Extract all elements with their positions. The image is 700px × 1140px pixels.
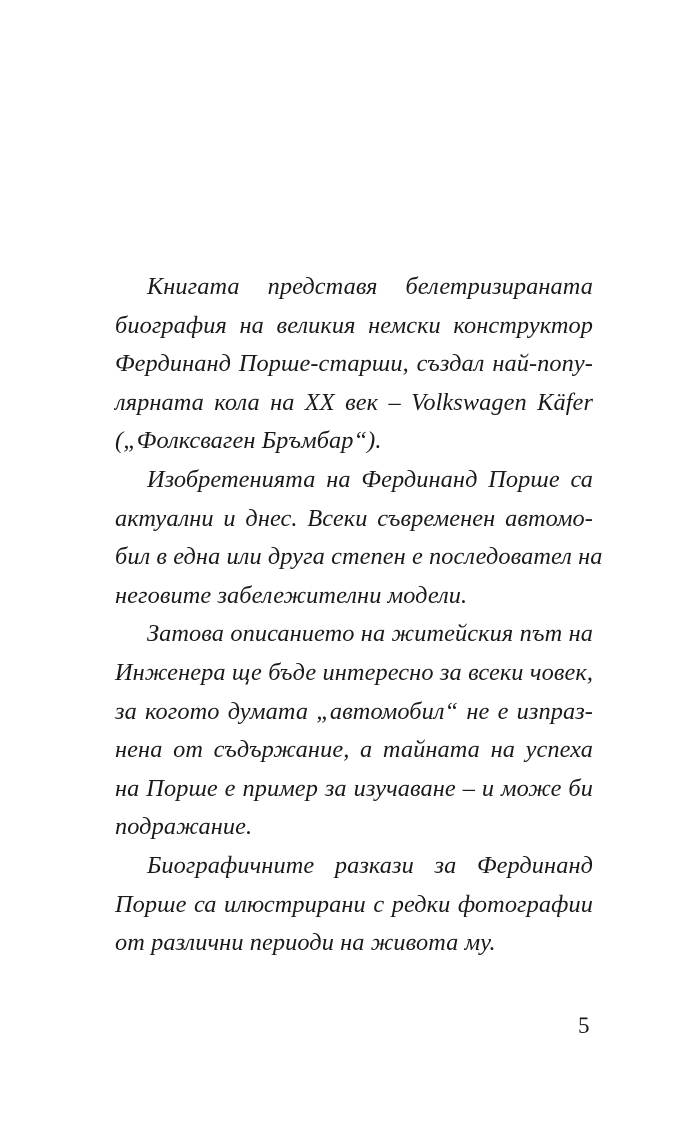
body-text xyxy=(115,268,603,963)
text-line: Инженера ще бъде интересно за всеки човек, xyxy=(115,658,593,686)
page-number: 5 xyxy=(578,1013,590,1038)
text-line: подражание. xyxy=(115,813,253,841)
text-line: нена от съдържание, а тайната на успеха xyxy=(115,736,593,764)
text-line: бил в една или друга степен е последовател на xyxy=(115,543,603,571)
text-line: Книгата представя белетризираната xyxy=(147,273,593,300)
text-line: Фердинанд Порше-старши, създал най-попу- xyxy=(115,350,593,378)
paragraph-2 xyxy=(115,461,603,615)
paragraph-4 xyxy=(115,847,593,963)
text-line: биография на великия немски конструктор xyxy=(115,311,593,339)
text-line: („Фолксваген Бръмбар“). xyxy=(115,427,382,455)
text-line: за когото думата „автомобил“ не е изпраз- xyxy=(115,697,593,725)
text-line: от различни периоди на живота му. xyxy=(115,929,496,957)
paragraph-1 xyxy=(115,268,593,461)
text-line: Биографичните разкази за Фердинанд xyxy=(147,851,593,879)
text-line: Изобретенията на Фердинанд Порше са xyxy=(147,465,593,493)
paragraph-3 xyxy=(115,615,593,847)
text-line: Порше са илюстрирани с редки фотографии xyxy=(115,890,593,918)
text-line: на Порше е пример за изучаване – и може би xyxy=(115,774,593,802)
text-line: лярната кола на XX век – Volkswagen Käfer xyxy=(115,388,593,416)
text-line: актуални и днес. Всеки съвременен автомо- xyxy=(115,504,593,532)
text-line: Затова описанието на житейския път на xyxy=(147,620,593,648)
text-line: неговите забележителни модели. xyxy=(115,581,468,609)
